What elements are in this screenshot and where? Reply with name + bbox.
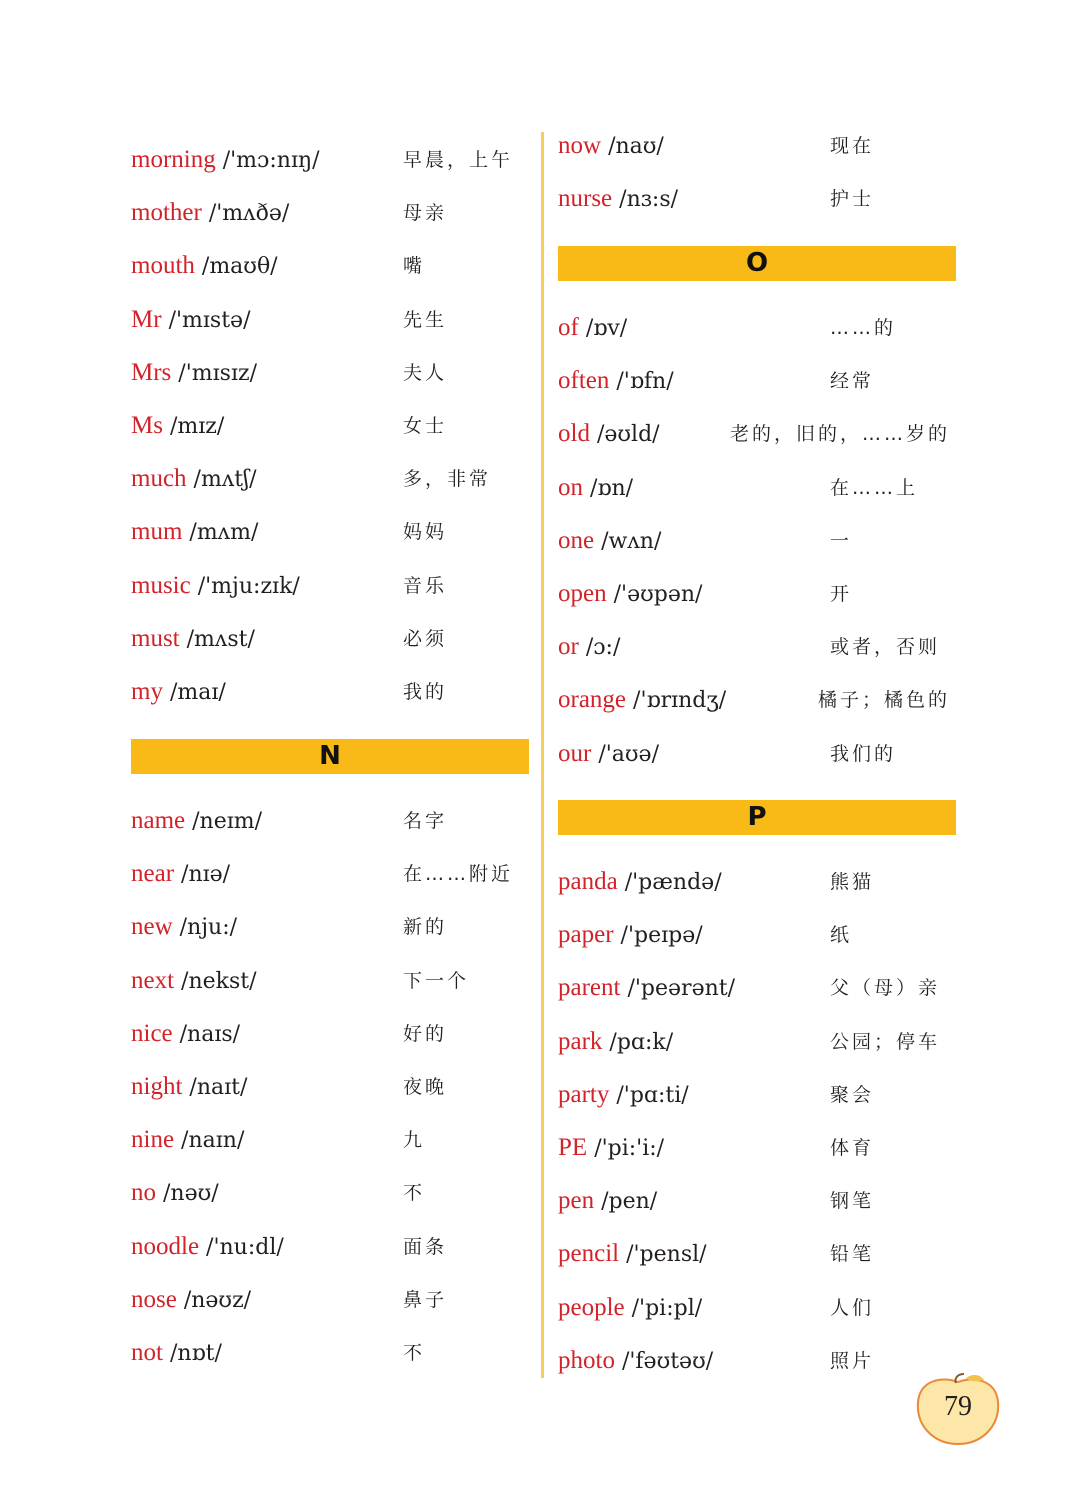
dictionary-entry: [0, 305, 540, 358]
entry-meaning: 多，非常: [403, 468, 492, 491]
entry-headword: park: [558, 1027, 603, 1055]
entry-word: [558, 1133, 664, 1164]
entry-phonetic: /'mʌðə/: [208, 201, 290, 227]
entry-phonetic: /ɒn/: [590, 475, 634, 501]
entry-phonetic: /nɒt/: [169, 1341, 222, 1366]
entry-meaning: 夫人: [403, 361, 448, 384]
entry-meaning: 老的，旧的，……岁的: [730, 423, 951, 446]
entry-word: [131, 912, 237, 943]
entry-headword: our: [558, 739, 592, 767]
dictionary-entry: [546, 632, 1080, 685]
entry-meaning: 嘴: [403, 255, 426, 278]
dictionary-entry: [546, 1027, 1080, 1080]
entry-meaning: 体育: [830, 1137, 875, 1159]
entry-meaning: 铅笔: [830, 1243, 875, 1266]
section-header: N: [131, 739, 529, 774]
entry-headword: paper: [558, 921, 614, 949]
column-divider: [541, 132, 544, 1378]
entry-meaning: 母亲: [403, 202, 448, 225]
entry-phonetic: /'pensl/: [626, 1242, 707, 1268]
entry-meaning: 经常: [830, 370, 875, 393]
entry-phonetic: /naɪt/: [189, 1075, 248, 1100]
dictionary-entry: [0, 1178, 540, 1231]
dictionary-entry: [0, 1338, 540, 1391]
entry-phonetic: /'mju:zɪk/: [197, 573, 300, 599]
dictionary-entry: [546, 867, 1080, 920]
entry-phonetic: /pen/: [601, 1189, 658, 1215]
dictionary-entry: [546, 1186, 1080, 1239]
entry-phonetic: /mʌtʃ/: [193, 467, 257, 493]
entry-phonetic: /'ɒfn/: [616, 369, 674, 395]
entry-meaning: 女士: [403, 415, 448, 437]
dictionary-entry: [546, 579, 1080, 632]
entry-headword: old: [558, 420, 590, 448]
entry-meaning: 开: [830, 583, 853, 605]
entry-meaning: 名字: [403, 810, 448, 832]
dictionary-entry: [0, 517, 540, 570]
entry-headword: PE: [558, 1134, 588, 1161]
entry-phonetic: /naɪs/: [179, 1021, 241, 1047]
entry-word: [131, 806, 262, 837]
entry-meaning: 我的: [403, 681, 448, 703]
entry-phonetic: /maʊθ/: [201, 254, 278, 280]
entry-word: [131, 571, 300, 602]
dictionary-entry: [0, 806, 540, 859]
entry-meaning: 人们: [830, 1296, 875, 1319]
entry-phonetic: /'mɪstə/: [168, 307, 251, 333]
entry-word: [131, 677, 226, 708]
entry-word: [558, 366, 674, 397]
entry-meaning: 我们的: [830, 742, 897, 765]
entry-meaning: 现在: [830, 135, 875, 157]
entry-word: [131, 1019, 240, 1050]
entry-phonetic: /ɒv/: [585, 316, 628, 341]
entry-word: [558, 419, 660, 450]
entry-headword: party: [558, 1080, 610, 1108]
dictionary-entry: [0, 198, 540, 251]
entry-headword: not: [131, 1339, 163, 1366]
dictionary-entry: [546, 366, 1080, 419]
entry-word: [558, 1239, 707, 1270]
dictionary-entry: [546, 685, 1080, 738]
entry-word: [558, 131, 664, 162]
entry-headword: pen: [558, 1187, 595, 1215]
entry-meaning: 钢笔: [830, 1190, 875, 1213]
entry-headword: now: [558, 132, 602, 159]
entry-meaning: 不: [403, 1342, 426, 1364]
entry-phonetic: /'peɪpə/: [620, 923, 703, 949]
entry-headword: new: [131, 913, 173, 941]
entry-headword: mum: [131, 518, 183, 546]
dictionary-entry: [546, 920, 1080, 973]
entry-headword: no: [131, 1179, 156, 1207]
entry-phonetic: /'mɪsɪz/: [178, 360, 257, 386]
entry-word: [558, 867, 722, 898]
entry-meaning: 新的: [403, 916, 448, 939]
entry-word: [558, 184, 678, 215]
entry-phonetic: /nju:/: [179, 915, 238, 941]
entry-headword: night: [131, 1073, 183, 1100]
entry-word: [131, 1072, 247, 1103]
dictionary-entry: [546, 473, 1080, 526]
entry-phonetic: /pɑ:k/: [609, 1029, 674, 1055]
entry-phonetic: /nekst/: [181, 968, 257, 994]
entry-headword: mouth: [131, 252, 195, 280]
entry-meaning: 聚会: [830, 1083, 875, 1106]
entry-word: [131, 251, 278, 282]
dictionary-entry: [546, 973, 1080, 1026]
entry-headword: Mrs: [131, 358, 172, 386]
entry-phonetic: /mʌst/: [186, 626, 255, 652]
entry-meaning: 或者，否则: [830, 636, 941, 659]
dictionary-entry: [546, 526, 1080, 579]
entry-phonetic: /'əʊpən/: [613, 582, 703, 607]
dictionary-entry: [0, 624, 540, 677]
entry-headword: name: [131, 807, 186, 834]
entry-meaning: 先生: [403, 308, 448, 331]
dictionary-entry: [546, 1293, 1080, 1346]
entry-phonetic: /ɔ:/: [585, 635, 621, 661]
entry-meaning: 不: [403, 1182, 426, 1205]
entry-word: [131, 1285, 251, 1316]
entry-phonetic: /'mɔ:nɪŋ/: [222, 148, 320, 173]
entry-meaning: 早晨，上午: [403, 149, 514, 171]
entry-headword: one: [558, 526, 595, 554]
entry-phonetic: /neɪm/: [192, 809, 263, 834]
section-header: O: [558, 246, 956, 281]
entry-headword: nice: [131, 1019, 173, 1047]
entry-headword: nurse: [558, 185, 613, 213]
entry-headword: Ms: [131, 412, 163, 439]
entry-meaning: 鼻子: [403, 1288, 448, 1311]
entry-headword: of: [558, 314, 579, 341]
entry-phonetic: /'pi:pl/: [631, 1295, 703, 1321]
entry-meaning: 熊猫: [830, 871, 875, 893]
entry-headword: my: [131, 678, 163, 705]
entry-word: [558, 1027, 673, 1058]
entry-meaning: 面条: [403, 1235, 448, 1258]
dictionary-entry: [546, 1133, 1080, 1186]
entry-headword: open: [558, 580, 607, 607]
entry-word: [131, 966, 257, 997]
dictionary-entry: [0, 145, 540, 198]
entry-headword: must: [131, 624, 180, 652]
dictionary-entry: [546, 1080, 1080, 1133]
dictionary-entry: [0, 1019, 540, 1072]
dictionary-entry: [0, 1125, 540, 1178]
entry-word: [558, 526, 661, 557]
entry-headword: photo: [558, 1346, 615, 1374]
entry-headword: noodle: [131, 1232, 200, 1260]
entry-phonetic: /'fəʊtəʊ/: [621, 1348, 714, 1374]
entry-headword: pencil: [558, 1240, 620, 1268]
dictionary-entry: [0, 859, 540, 912]
entry-meaning: 九: [403, 1129, 426, 1152]
entry-phonetic: /'pi:'i:/: [594, 1136, 665, 1161]
dictionary-entry: [0, 1072, 540, 1125]
dictionary-entry: [0, 358, 540, 411]
entry-meaning: 公园；停车: [830, 1030, 941, 1053]
entry-meaning: 橘子；橘色的: [818, 689, 951, 712]
entry-phonetic: /'peərənt/: [627, 976, 736, 1002]
entry-meaning: 护士: [830, 188, 875, 211]
entry-phonetic: /nəʊz/: [183, 1287, 252, 1313]
entry-headword: much: [131, 465, 187, 493]
page-number: 79: [944, 1391, 972, 1422]
dictionary-entry: [0, 1232, 540, 1285]
dictionary-entry: [0, 411, 540, 464]
entry-word: [558, 473, 633, 504]
entry-word: [131, 624, 255, 655]
dictionary-entry: [546, 1239, 1080, 1292]
entry-phonetic: /'pɑ:ti/: [616, 1082, 689, 1108]
dictionary-entry: [0, 251, 540, 304]
entry-meaning: 夜晚: [403, 1076, 448, 1098]
entry-word: [131, 1125, 244, 1156]
entry-headword: morning: [131, 146, 216, 173]
entry-word: [558, 685, 726, 716]
entry-phonetic: /nɪə/: [181, 862, 231, 888]
entry-word: [131, 464, 256, 495]
entry-headword: orange: [558, 686, 627, 714]
entry-phonetic: /mɪz/: [169, 414, 225, 439]
entry-headword: nine: [131, 1126, 175, 1154]
entry-meaning: 在……上: [830, 476, 919, 499]
entry-word: [131, 1338, 222, 1369]
entry-headword: parent: [558, 974, 621, 1002]
entry-word: [131, 1178, 219, 1209]
entry-word: [558, 1346, 713, 1377]
dictionary-entry: [0, 966, 540, 1019]
entry-word: [131, 358, 257, 389]
entry-headword: people: [558, 1293, 625, 1321]
entry-word: [131, 517, 258, 548]
entry-headword: often: [558, 367, 610, 395]
entry-meaning: 在……附近: [403, 863, 514, 886]
entry-meaning: 照片: [830, 1349, 875, 1372]
entry-phonetic: /'pændə/: [624, 870, 722, 895]
entry-meaning: 一: [830, 529, 853, 552]
entry-headword: near: [131, 860, 175, 888]
dictionary-entry: [0, 1285, 540, 1338]
entry-meaning: 必须: [403, 627, 448, 650]
entry-word: [558, 313, 627, 344]
entry-meaning: ……的: [830, 317, 897, 339]
dictionary-entry: [546, 131, 1080, 184]
entry-meaning: 好的: [403, 1022, 448, 1045]
dictionary-entry: [0, 677, 540, 730]
entry-headword: or: [558, 633, 579, 661]
entry-word: [131, 411, 224, 442]
entry-word: [558, 920, 703, 951]
entry-meaning: 音乐: [403, 574, 448, 597]
entry-phonetic: /nɜ:s/: [619, 187, 679, 213]
entry-word: [558, 739, 659, 770]
dictionary-entry: [0, 464, 540, 517]
entry-phonetic: /maɪ/: [169, 680, 226, 705]
entry-phonetic: /'aʊə/: [598, 741, 659, 767]
entry-phonetic: /'nu:dl/: [206, 1234, 284, 1260]
entry-headword: Mr: [131, 305, 162, 333]
entry-word: [558, 632, 620, 663]
entry-word: [131, 859, 230, 890]
dictionary-entry: [0, 912, 540, 965]
entry-phonetic: /naɪn/: [181, 1128, 245, 1154]
entry-word: [558, 1080, 689, 1111]
entry-phonetic: /'ɒrɪndʒ/: [633, 688, 727, 714]
section-header: P: [558, 800, 956, 835]
entry-word: [558, 1293, 702, 1324]
entry-headword: panda: [558, 868, 618, 895]
entry-meaning: 父（母）亲: [830, 977, 941, 1000]
dictionary-entry: [546, 313, 1080, 366]
entry-word: [131, 1232, 284, 1263]
entry-word: [131, 198, 289, 229]
entry-headword: music: [131, 571, 191, 599]
dictionary-entry: [546, 184, 1080, 237]
entry-word: [131, 305, 250, 336]
entry-meaning: 妈妈: [403, 521, 448, 544]
entry-meaning: 纸: [830, 924, 853, 947]
entry-phonetic: /wʌn/: [601, 528, 662, 554]
entry-headword: next: [131, 966, 175, 994]
entry-headword: mother: [131, 199, 202, 227]
dictionary-entry: [546, 419, 1080, 472]
dictionary-entry: [546, 739, 1080, 792]
entry-word: [558, 1186, 657, 1217]
entry-word: [131, 145, 320, 176]
entry-meaning: 下一个: [403, 969, 470, 992]
entry-phonetic: /mʌm/: [189, 520, 259, 546]
entry-word: [558, 973, 735, 1004]
entry-word: [558, 579, 702, 610]
entry-phonetic: /naʊ/: [608, 134, 664, 159]
entry-headword: nose: [131, 1285, 177, 1313]
entry-headword: on: [558, 473, 583, 501]
entry-phonetic: /əʊld/: [596, 422, 660, 448]
dictionary-entry: [0, 571, 540, 624]
entry-phonetic: /nəʊ/: [163, 1181, 219, 1207]
